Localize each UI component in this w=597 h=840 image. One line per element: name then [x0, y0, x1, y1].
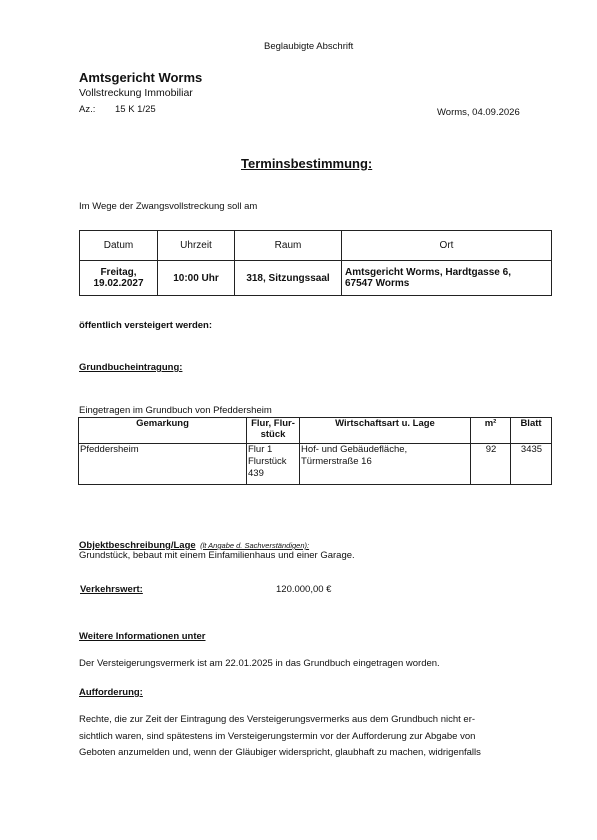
copy-label: Beglaubigte Abschrift [264, 41, 354, 52]
place-city: 67547 Worms [345, 278, 410, 289]
request-heading: Aufforderung: [79, 687, 143, 698]
value-amount: 120.000,00 € [276, 584, 332, 595]
flur-line1: Flur 1 [248, 444, 273, 455]
case-prefix: Az.: [79, 104, 96, 115]
table-row [80, 261, 552, 296]
weekday: Freitag, [100, 267, 137, 278]
art-line2: Türmerstraße 16 [301, 456, 372, 467]
flur-line3: 439 [248, 468, 264, 479]
header-room: Raum [235, 231, 342, 261]
more-info-heading: Weitere Informationen unter [79, 631, 206, 642]
time-cell: 10:00 Uhr [158, 261, 235, 296]
art-cell [300, 444, 471, 485]
flur-cell [247, 444, 300, 485]
land-register-intro: Eingetragen im Grundbuch von Pfeddersheim [79, 405, 272, 416]
gemarkung-cell: Pfeddersheim [79, 444, 247, 485]
place-cell [342, 261, 552, 296]
land-register-heading: Grundbucheintragung: [79, 362, 183, 373]
header-flur [247, 418, 300, 444]
value-label: Verkehrswert: [80, 584, 143, 595]
court-name: Amtsgericht Worms [79, 70, 203, 85]
header-date: Datum [80, 231, 158, 261]
table-header-row [79, 418, 552, 444]
request-line1: Rechte, die zur Zeit der Eintragung des Versteigerungsvermerks aus dem Grundbuch nicht er- [79, 714, 476, 725]
request-line2: sichtlich waren, sind spätestens im Versteigerungstermin vor der Aufforderung zur Abgabe von [79, 730, 476, 742]
header-flur-line1: Flur, Flur- [251, 418, 295, 429]
place-date: Worms, 04.09.2026 [437, 107, 520, 118]
header-flur-line2: stück [260, 429, 286, 440]
header-area: m² [471, 418, 511, 444]
area-cell: 92 [471, 444, 511, 485]
table-header-row [80, 231, 552, 261]
flur-line2: Flurstück [248, 456, 287, 467]
sheet-cell: 3435 [511, 444, 552, 485]
case-number: 15 K 1/25 [115, 104, 156, 115]
header-place: Ort [342, 231, 552, 261]
place-address: Amtsgericht Worms, Hardtgasse 6, [345, 267, 511, 278]
request-paragraph [79, 712, 481, 762]
more-info-text: Der Versteigerungsvermerk ist am 22.01.2025 in das Grundbuch eingetragen worden. [79, 658, 440, 669]
object-description: Grundstück, bebaut mit einem Einfamilienhaus und einer Garage. [79, 550, 355, 561]
intro-text: Im Wege der Zwangsvollstreckung soll am [79, 201, 258, 212]
header-time: Uhrzeit [158, 231, 235, 261]
department-name: Vollstreckung Immobiliar [79, 87, 193, 99]
object-note: (lt Angabe d. Sachverständigen): [200, 541, 310, 550]
header-sheet: Blatt [511, 418, 552, 444]
art-line1: Hof- und Gebäudefläche, [301, 444, 408, 455]
land-register-table [78, 417, 552, 485]
object-heading: Objektbeschreibung/Lage [79, 540, 196, 551]
appointment-table [79, 230, 552, 296]
room-cell: 318, Sitzungssaal [235, 261, 342, 296]
auction-text: öffentlich versteigert werden: [79, 320, 213, 331]
date-cell [80, 261, 158, 296]
document-title: Terminsbestimmung: [241, 156, 373, 171]
header-gemarkung: Gemarkung [79, 418, 247, 444]
request-line3: Geboten anzumelden und, wenn der Gläubiger widerspricht, glaubhaft zu machen, widrigenfalls [79, 747, 481, 758]
header-art: Wirtschaftsart u. Lage [300, 418, 471, 444]
table-row [79, 444, 552, 485]
date: 19.02.2027 [93, 278, 144, 289]
